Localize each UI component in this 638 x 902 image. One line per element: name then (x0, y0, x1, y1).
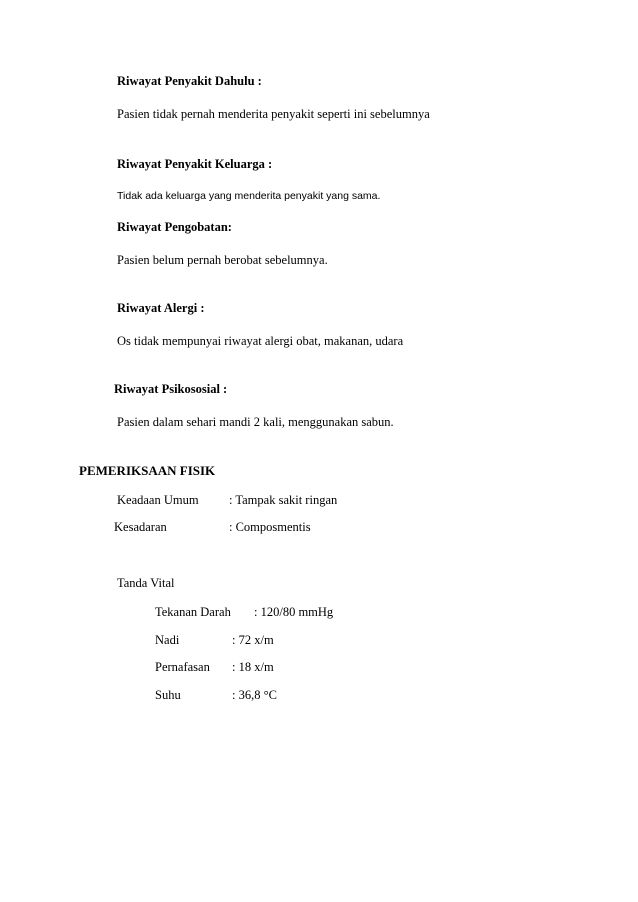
heading-riwayat-alergi: Riwayat Alergi : (117, 301, 205, 315)
text-riwayat-psikososial: Pasien dalam sehari mandi 2 kali, menggunakan sabun. (117, 415, 394, 429)
heading-tanda-vital: Tanda Vital (117, 576, 175, 590)
value-keadaan-umum: : Tampak sakit ringan (229, 493, 338, 507)
value-tekanan-darah: : 120/80 mmHg (254, 605, 334, 619)
text-riwayat-penyakit-dahulu: Pasien tidak pernah menderita penyakit seperti ini sebelumnya (117, 107, 430, 121)
value-nadi: : 72 x/m (232, 633, 274, 647)
value-suhu: : 36,8 °C (232, 688, 277, 702)
text-riwayat-penyakit-keluarga: Tidak ada keluarga yang menderita penyakit yang sama. (117, 190, 381, 202)
text-riwayat-alergi: Os tidak mempunyai riwayat alergi obat, makanan, udara (117, 334, 404, 348)
text-riwayat-pengobatan: Pasien belum pernah berobat sebelumnya. (117, 253, 328, 267)
heading-riwayat-pengobatan: Riwayat Pengobatan: (117, 220, 232, 234)
label-kesadaran: Kesadaran (114, 520, 167, 534)
label-tekanan-darah: Tekanan Darah (155, 605, 231, 619)
heading-pemeriksaan-fisik: PEMERIKSAAN FISIK (79, 463, 216, 478)
label-nadi: Nadi (155, 633, 180, 647)
label-pernafasan: Pernafasan (155, 660, 210, 674)
label-suhu: Suhu (155, 688, 181, 702)
heading-riwayat-penyakit-keluarga: Riwayat Penyakit Keluarga : (117, 157, 273, 171)
heading-riwayat-psikososial: Riwayat Psikososial : (114, 382, 228, 396)
heading-riwayat-penyakit-dahulu: Riwayat Penyakit Dahulu : (117, 74, 262, 88)
value-pernafasan: : 18 x/m (232, 660, 274, 674)
value-kesadaran: : Composmentis (229, 520, 311, 534)
label-keadaan-umum: Keadaan Umum (117, 493, 199, 507)
